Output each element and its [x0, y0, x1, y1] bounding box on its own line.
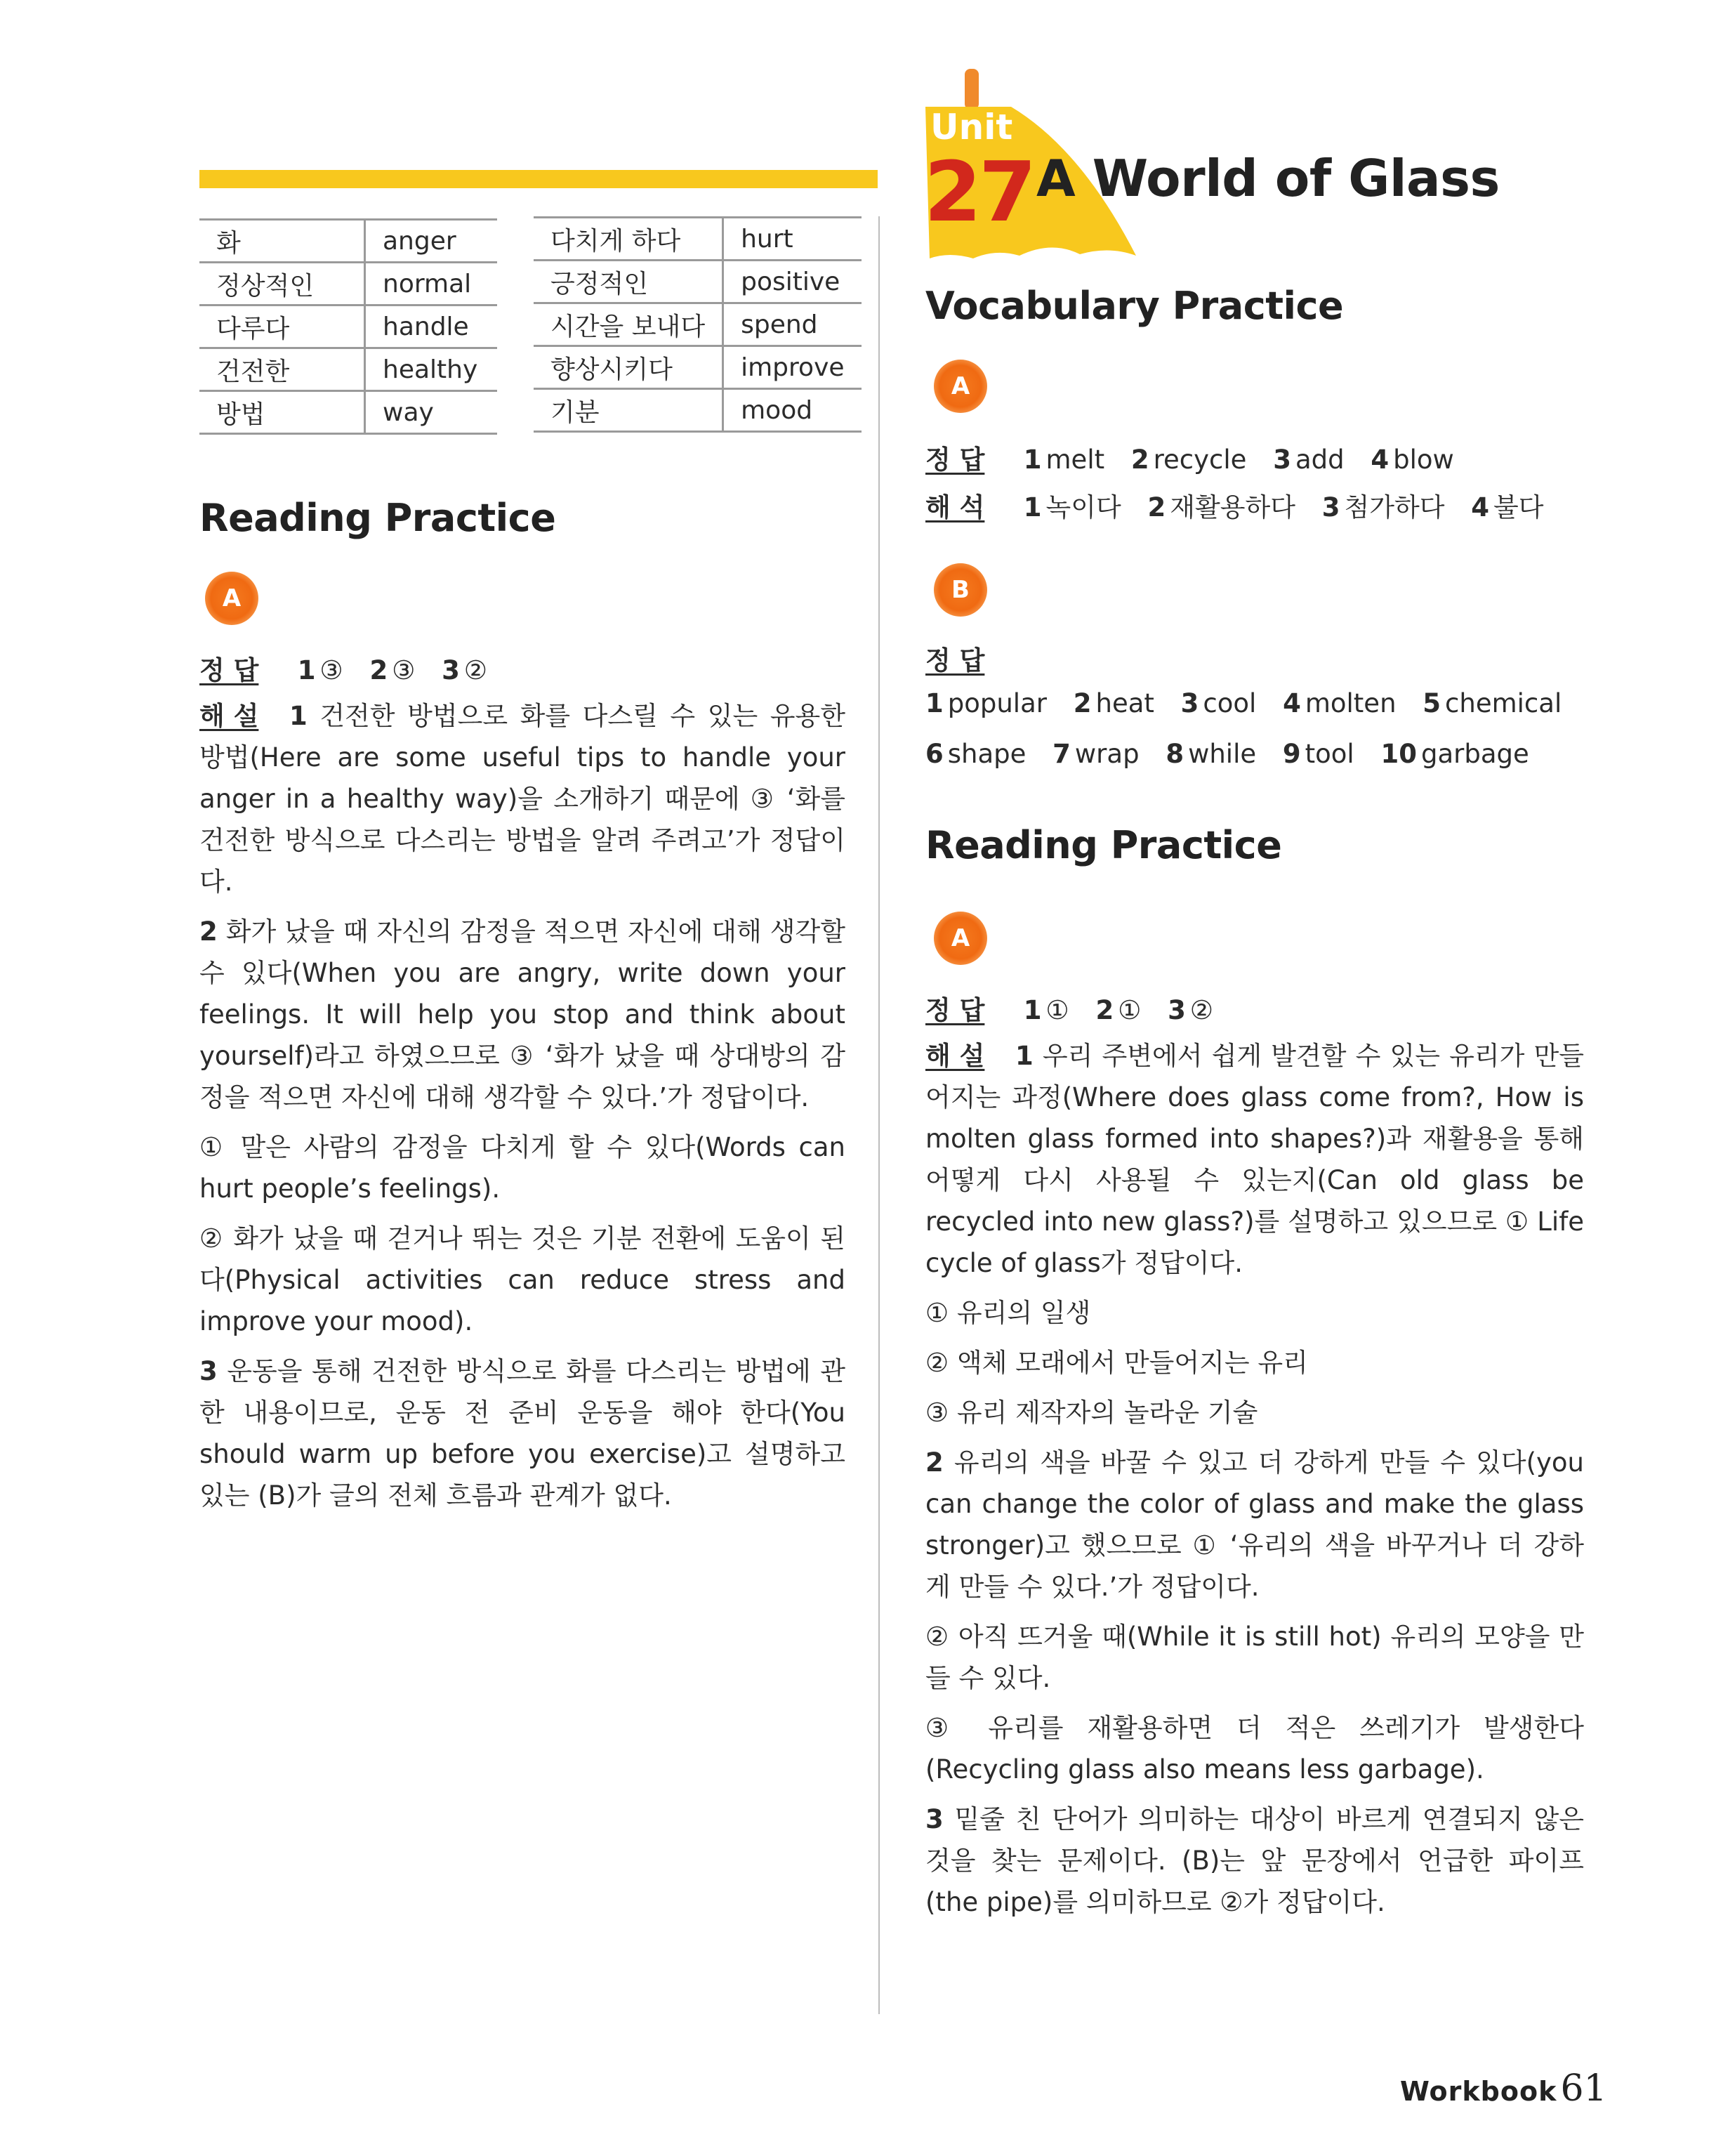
- question-num: 3: [925, 1804, 944, 1834]
- answer-value: ③: [392, 655, 416, 685]
- vocab-ko: 건전한: [199, 348, 365, 391]
- explanation-paragraph: [925, 1035, 1584, 1284]
- answer-value: 첨가하다: [1344, 492, 1445, 522]
- vocab-en: healthy: [365, 348, 498, 391]
- answer-num: 2: [1095, 995, 1114, 1025]
- paragraph-text: 우리 주변에서 쉽게 발견할 수 있는 유리가 만들어지는 과정(Where does glass come from?, How is molten glass formed into shapes?)과 재활용을 통해 어떻게 다시 사용될 수 있는지(Can old glass be recycled into new glass?)를 설명하고 있으므로 ① Life cycle of glass가 정답이다.: [925, 1041, 1584, 1278]
- answer-num: 1: [1023, 492, 1042, 522]
- answer-value: melt: [1045, 445, 1105, 475]
- answer-value: wrap: [1074, 739, 1140, 769]
- paragraph-text: 운동을 통해 건전한 방식으로 화를 다스리는 방법에 관한 내용이므로, 운동 전 준비 운동을 해야 한다(You should warm up before you exercise)고 설명하고 있는 (B)가 글의 전체 흐름과 관계가 없다.: [199, 1356, 846, 1511]
- vocab-table-left: [199, 218, 497, 435]
- answer-num: 3: [1273, 445, 1291, 475]
- table-row: [199, 305, 497, 348]
- explanation-paragraph: [199, 911, 845, 1118]
- paragraph-text: 유리의 색을 바꿀 수 있고 더 강하게 만들 수 있다(you can change the color of glass and make the glass stronger)고 했으므로 ① ‘유리의 색을 바꾸거나 더 강하게 만들 수 있다.’가 정답이다.: [925, 1447, 1584, 1602]
- table-row: [199, 263, 497, 305]
- option-note: ① 유리의 일생: [925, 1298, 1091, 1328]
- vocab-en: normal: [365, 263, 498, 305]
- vocab-practice-heading: Vocabulary Practice: [925, 284, 1344, 328]
- unit-number: 27: [924, 143, 1034, 240]
- explain-label: 해 설: [925, 1041, 985, 1071]
- vocab-ko: 다치게 하다: [534, 218, 723, 261]
- question-num: 2: [925, 1447, 944, 1478]
- table-row: [199, 391, 497, 434]
- paragraph-text: 화가 났을 때 자신의 감정을 적으면 자신에 대해 생각할 수 있다(When you are angry, write down your feelings. It will help you stop and think about yourself)라고 하였으므로 ③ ‘화가 났을 때 상대방의 감정을 적으면 자신에 대해 생각할 수 있다.’가 정답이다.: [199, 916, 845, 1112]
- vocab-en: way: [365, 391, 498, 434]
- answer-value: tool: [1305, 739, 1354, 769]
- answer-num: 4: [1471, 492, 1489, 522]
- answer-num: 1: [925, 688, 944, 718]
- right-reading-answers: [925, 989, 1213, 1027]
- answer-value: ①: [1118, 995, 1142, 1025]
- answer-value: chemical: [1445, 688, 1562, 718]
- explanation-paragraph: [199, 1350, 845, 1516]
- vocab-ko: 기분: [534, 389, 723, 432]
- footer-label: Workbook: [1400, 2076, 1557, 2107]
- table-row: [534, 218, 862, 261]
- answer-num: 5: [1423, 688, 1441, 718]
- option-note: ② 아직 뜨거울 때(While it is still hot) 유리의 모양을 만들 수 있다.: [925, 1622, 1584, 1693]
- explanation-paragraph: [199, 695, 845, 902]
- answer-value: ③: [319, 655, 343, 685]
- answer-value: 불다: [1493, 492, 1544, 522]
- answer-num: 10: [1380, 739, 1417, 769]
- question-num: 1: [289, 701, 308, 731]
- table-row: [199, 348, 497, 391]
- vocab-en: anger: [365, 220, 498, 263]
- explanation-paragraph: [925, 1799, 1584, 1923]
- explain-label: 해 설: [199, 701, 259, 731]
- answer-value: heat: [1095, 688, 1154, 718]
- vocab-ko: 다루다: [199, 305, 365, 348]
- answer-num: 3: [1180, 688, 1199, 718]
- vocab-table-right: [534, 216, 862, 433]
- vocab-ko: 화: [199, 220, 365, 263]
- vocab-en: mood: [723, 389, 862, 432]
- answer-num: 7: [1052, 739, 1071, 769]
- question-num: 2: [199, 916, 218, 947]
- answer-num: 3: [1321, 492, 1340, 522]
- answer-num: 4: [1283, 688, 1301, 718]
- vocab-ko: 방법: [199, 391, 365, 434]
- answer-num: 1: [1023, 995, 1042, 1025]
- unit-label: Unit: [930, 107, 1013, 147]
- vocab-ko: 긍정적인: [534, 261, 723, 303]
- vocab-b-answers-row2: [925, 739, 1529, 769]
- answer-value: shape: [947, 739, 1027, 769]
- vocab-en: spend: [723, 303, 862, 346]
- answer-num: 2: [1147, 492, 1166, 522]
- answer-num: 2: [369, 655, 388, 685]
- vocab-en: improve: [723, 346, 862, 389]
- answer-value: blow: [1393, 445, 1454, 475]
- left-reading-heading: Reading Practice: [199, 496, 556, 540]
- answer-value: molten: [1305, 688, 1397, 718]
- answer-num: 1: [1023, 445, 1042, 475]
- vocab-ko: 시간을 보내다: [534, 303, 723, 346]
- answer-num: 2: [1073, 688, 1092, 718]
- paragraph-text: 밑줄 친 단어가 의미하는 대상이 바르게 연결되지 않은 것을 찾는 문제이다. (B)는 앞 문장에서 언급한 파이프(the pipe)를 의미하므로 ②가 정답이다.: [925, 1804, 1585, 1917]
- table-row: [199, 220, 497, 263]
- answer-value: popular: [947, 688, 1047, 718]
- table-row: [534, 346, 862, 389]
- answer-num: 9: [1282, 739, 1301, 769]
- answer-label: 정 답: [925, 445, 985, 475]
- answer-value: while: [1188, 739, 1257, 769]
- badge-letter: A: [951, 924, 970, 952]
- answer-value: garbage: [1420, 739, 1529, 769]
- vocab-ko: 향상시키다: [534, 346, 723, 389]
- answer-label: 정 답: [199, 655, 259, 685]
- left-explanation: [199, 695, 845, 1525]
- answer-label: 정 답: [925, 645, 985, 676]
- yellow-header-bar: [199, 170, 878, 188]
- page-number: 61: [1560, 2068, 1607, 2110]
- vocab-ko: 정상적인: [199, 263, 365, 305]
- answer-num: 2: [1130, 445, 1149, 475]
- option-note: ③ 유리를 재활용하면 더 적은 쓰레기가 발생한다(Recycling glass also means less garbage).: [925, 1713, 1584, 1784]
- explanation-paragraph: [925, 1442, 1584, 1608]
- badge-letter: B: [951, 576, 970, 604]
- answer-value: recycle: [1153, 445, 1247, 475]
- page-footer: [1400, 2068, 1607, 2110]
- answer-label: 정 답: [925, 995, 985, 1025]
- right-explanation: [925, 1035, 1584, 1931]
- option-note: ③ 유리 제작자의 놀라운 기술: [925, 1398, 1258, 1428]
- answer-num: 3: [442, 655, 460, 685]
- table-row: [534, 261, 862, 303]
- answer-value: ①: [1045, 995, 1069, 1025]
- table-row: [534, 303, 862, 346]
- vocab-a-meanings: [925, 486, 1543, 524]
- right-reading-heading: Reading Practice: [925, 823, 1282, 867]
- answer-num: 4: [1371, 445, 1390, 475]
- option-note: ① 말은 사람의 감정을 다치게 할 수 있다(Words can hurt people’s feelings).: [199, 1132, 845, 1204]
- question-num: 3: [199, 1356, 218, 1386]
- table-row: [534, 389, 862, 432]
- answer-value: ②: [1189, 995, 1214, 1025]
- paragraph-text: 건전한 방법으로 화를 다스릴 수 있는 유용한 방법(Here are some useful tips to handle your anger in a healthy way)을 소개하기 때문에 ③ ‘화를 건전한 방식으로 다스리는 방법을 알려 주려고’가 정답이다.: [199, 701, 845, 897]
- vocab-a-answers: [925, 438, 1454, 476]
- answer-num: 1: [297, 655, 316, 685]
- vocab-b-answer-label: [925, 639, 1015, 677]
- answer-num: 3: [1168, 995, 1186, 1025]
- vocab-a-badge: [934, 360, 987, 413]
- unit-title: A World of Glass: [1036, 149, 1500, 208]
- answer-num: 6: [925, 739, 944, 769]
- explain-label: 해 석: [925, 492, 985, 522]
- answer-value: ②: [463, 655, 488, 685]
- vocab-en: positive: [723, 261, 862, 303]
- option-note: ② 화가 났을 때 걷거나 뛰는 것은 기분 전환에 도움이 된다(Physical activities can reduce stress and improve your mood).: [199, 1223, 845, 1336]
- option-note: ② 액체 모래에서 만들어지는 유리: [925, 1348, 1308, 1378]
- right-reading-badge: [934, 912, 987, 965]
- badge-letter: A: [951, 372, 970, 400]
- question-num: 1: [1015, 1041, 1034, 1071]
- badge-letter: A: [222, 584, 242, 612]
- answer-value: add: [1295, 445, 1345, 475]
- column-divider: [878, 216, 880, 2014]
- vocab-b-answers-row1: [925, 688, 1562, 718]
- left-reading-answers: [199, 649, 487, 687]
- answer-value: cool: [1203, 688, 1257, 718]
- vocab-en: handle: [365, 305, 498, 348]
- vocab-b-badge: [934, 563, 987, 617]
- answer-value: 녹이다: [1045, 492, 1121, 522]
- vocab-en: hurt: [723, 218, 862, 261]
- answer-num: 8: [1166, 739, 1184, 769]
- answer-value: 재활용하다: [1170, 492, 1295, 522]
- left-reading-badge: [205, 572, 258, 625]
